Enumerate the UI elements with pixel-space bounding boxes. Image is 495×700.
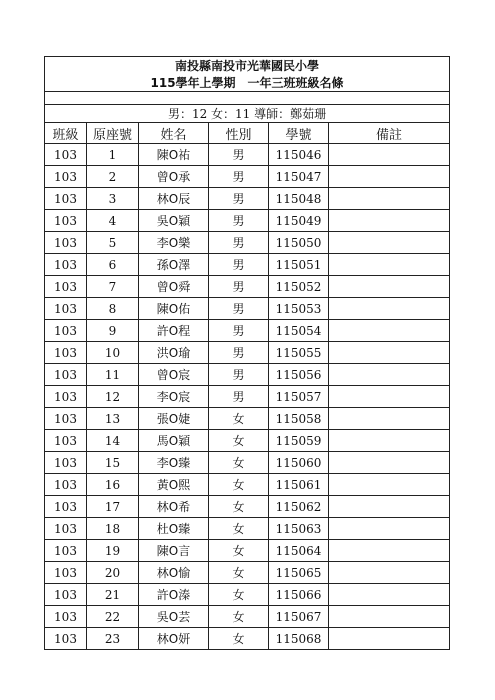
cell-name: 陳O佑 <box>139 298 209 320</box>
cell-gender: 女 <box>209 540 269 562</box>
cell-gender: 女 <box>209 562 269 584</box>
cell-student-id: 115066 <box>269 584 329 606</box>
cell-gender: 男 <box>209 320 269 342</box>
title-row-1 <box>45 57 450 75</box>
cell-student-id: 115047 <box>269 166 329 188</box>
cell-student-id: 115055 <box>269 342 329 364</box>
cell-gender: 女 <box>209 474 269 496</box>
cell-note <box>329 232 450 254</box>
cell-student-id: 115058 <box>269 408 329 430</box>
cell-name: 陳O言 <box>139 540 209 562</box>
cell-name: 吳O穎 <box>139 210 209 232</box>
cell-gender: 女 <box>209 606 269 628</box>
cell-name: 林O愉 <box>139 562 209 584</box>
cell-gender: 男 <box>209 210 269 232</box>
header-gender: 性別 <box>209 123 269 144</box>
cell-student-id: 115052 <box>269 276 329 298</box>
cell-note <box>329 144 450 166</box>
table-row <box>45 166 450 188</box>
cell-gender: 男 <box>209 144 269 166</box>
table-row <box>45 518 450 540</box>
cell-class: 103 <box>45 342 87 364</box>
header-row <box>45 123 450 144</box>
class-roster-sheet <box>44 56 449 650</box>
table-row <box>45 452 450 474</box>
header-seat: 原座號 <box>87 123 139 144</box>
cell-name: 洪O瑜 <box>139 342 209 364</box>
cell-student-id: 115051 <box>269 254 329 276</box>
cell-name: 李O臻 <box>139 452 209 474</box>
cell-seat: 7 <box>87 276 139 298</box>
cell-seat: 22 <box>87 606 139 628</box>
cell-seat: 21 <box>87 584 139 606</box>
cell-class: 103 <box>45 606 87 628</box>
table-row <box>45 606 450 628</box>
cell-note <box>329 628 450 650</box>
cell-note <box>329 364 450 386</box>
cell-student-id: 115062 <box>269 496 329 518</box>
cell-student-id: 115054 <box>269 320 329 342</box>
cell-class: 103 <box>45 298 87 320</box>
cell-name: 孫O澤 <box>139 254 209 276</box>
cell-gender: 女 <box>209 518 269 540</box>
table-row <box>45 320 450 342</box>
cell-seat: 2 <box>87 166 139 188</box>
cell-class: 103 <box>45 474 87 496</box>
cell-note <box>329 540 450 562</box>
cell-student-id: 115064 <box>269 540 329 562</box>
cell-note <box>329 452 450 474</box>
cell-note <box>329 254 450 276</box>
cell-class: 103 <box>45 562 87 584</box>
title-row-2 <box>45 74 450 92</box>
cell-note <box>329 210 450 232</box>
table-row <box>45 254 450 276</box>
cell-gender: 女 <box>209 496 269 518</box>
cell-note <box>329 562 450 584</box>
cell-note <box>329 276 450 298</box>
cell-name: 許O程 <box>139 320 209 342</box>
cell-class: 103 <box>45 232 87 254</box>
cell-class: 103 <box>45 540 87 562</box>
cell-student-id: 115050 <box>269 232 329 254</box>
cell-note <box>329 342 450 364</box>
cell-name: 吳O芸 <box>139 606 209 628</box>
cell-class: 103 <box>45 166 87 188</box>
cell-note <box>329 430 450 452</box>
cell-seat: 10 <box>87 342 139 364</box>
cell-note <box>329 320 450 342</box>
cell-gender: 男 <box>209 386 269 408</box>
header-name: 姓名 <box>139 123 209 144</box>
header-class: 班級 <box>45 123 87 144</box>
cell-seat: 9 <box>87 320 139 342</box>
cell-note <box>329 386 450 408</box>
cell-seat: 5 <box>87 232 139 254</box>
cell-student-id: 115048 <box>269 188 329 210</box>
cell-seat: 17 <box>87 496 139 518</box>
table-row <box>45 298 450 320</box>
cell-note <box>329 298 450 320</box>
blank-cell <box>45 92 450 105</box>
cell-gender: 女 <box>209 628 269 650</box>
table-row <box>45 364 450 386</box>
cell-note <box>329 166 450 188</box>
cell-name: 林O希 <box>139 496 209 518</box>
table-row <box>45 628 450 650</box>
cell-student-id: 115067 <box>269 606 329 628</box>
header-note: 備註 <box>329 123 450 144</box>
cell-class: 103 <box>45 386 87 408</box>
cell-note <box>329 188 450 210</box>
table-row <box>45 540 450 562</box>
cell-class: 103 <box>45 320 87 342</box>
cell-name: 張O婕 <box>139 408 209 430</box>
cell-student-id: 115056 <box>269 364 329 386</box>
cell-seat: 1 <box>87 144 139 166</box>
cell-note <box>329 496 450 518</box>
cell-seat: 19 <box>87 540 139 562</box>
table-row <box>45 144 450 166</box>
cell-note <box>329 584 450 606</box>
cell-student-id: 115065 <box>269 562 329 584</box>
cell-note <box>329 606 450 628</box>
cell-note <box>329 474 450 496</box>
cell-seat: 12 <box>87 386 139 408</box>
cell-name: 馬O穎 <box>139 430 209 452</box>
cell-gender: 男 <box>209 342 269 364</box>
cell-class: 103 <box>45 364 87 386</box>
cell-gender: 女 <box>209 408 269 430</box>
table-row <box>45 474 450 496</box>
table-row <box>45 342 450 364</box>
cell-name: 林O辰 <box>139 188 209 210</box>
cell-class: 103 <box>45 584 87 606</box>
school-title: 南投縣南投市光華國民小學 <box>45 57 450 75</box>
table-row <box>45 430 450 452</box>
cell-class: 103 <box>45 452 87 474</box>
cell-class: 103 <box>45 254 87 276</box>
cell-seat: 18 <box>87 518 139 540</box>
cell-note <box>329 518 450 540</box>
cell-seat: 3 <box>87 188 139 210</box>
cell-seat: 15 <box>87 452 139 474</box>
cell-name: 李O宸 <box>139 386 209 408</box>
cell-note <box>329 408 450 430</box>
cell-seat: 4 <box>87 210 139 232</box>
cell-name: 曾O舜 <box>139 276 209 298</box>
cell-seat: 16 <box>87 474 139 496</box>
cell-student-id: 115060 <box>269 452 329 474</box>
cell-gender: 女 <box>209 584 269 606</box>
table-row <box>45 386 450 408</box>
cell-seat: 20 <box>87 562 139 584</box>
cell-gender: 男 <box>209 298 269 320</box>
table-row <box>45 584 450 606</box>
cell-gender: 男 <box>209 364 269 386</box>
cell-gender: 男 <box>209 232 269 254</box>
cell-name: 許O溱 <box>139 584 209 606</box>
cell-student-id: 115057 <box>269 386 329 408</box>
cell-student-id: 115061 <box>269 474 329 496</box>
summary-text: 男：12 女：11 導師：鄭茹珊 <box>45 105 450 123</box>
cell-class: 103 <box>45 518 87 540</box>
roster-title: 115學年上學期 一年三班班級名條 <box>45 74 450 92</box>
cell-student-id: 115049 <box>269 210 329 232</box>
cell-seat: 8 <box>87 298 139 320</box>
table-row <box>45 232 450 254</box>
cell-name: 林O妍 <box>139 628 209 650</box>
cell-student-id: 115053 <box>269 298 329 320</box>
cell-seat: 6 <box>87 254 139 276</box>
cell-gender: 男 <box>209 254 269 276</box>
cell-class: 103 <box>45 144 87 166</box>
cell-seat: 23 <box>87 628 139 650</box>
cell-seat: 11 <box>87 364 139 386</box>
cell-class: 103 <box>45 210 87 232</box>
cell-name: 李O樂 <box>139 232 209 254</box>
cell-name: 陳O祐 <box>139 144 209 166</box>
table-row <box>45 276 450 298</box>
table-row <box>45 408 450 430</box>
cell-name: 曾O宸 <box>139 364 209 386</box>
cell-seat: 14 <box>87 430 139 452</box>
table-row <box>45 188 450 210</box>
cell-gender: 男 <box>209 188 269 210</box>
cell-gender: 男 <box>209 276 269 298</box>
table-row <box>45 496 450 518</box>
cell-student-id: 115046 <box>269 144 329 166</box>
cell-student-id: 115068 <box>269 628 329 650</box>
cell-class: 103 <box>45 408 87 430</box>
cell-class: 103 <box>45 188 87 210</box>
cell-class: 103 <box>45 496 87 518</box>
cell-name: 曾O承 <box>139 166 209 188</box>
cell-name: 黃O熙 <box>139 474 209 496</box>
header-student-id: 學號 <box>269 123 329 144</box>
cell-gender: 女 <box>209 452 269 474</box>
cell-student-id: 115063 <box>269 518 329 540</box>
cell-class: 103 <box>45 430 87 452</box>
cell-name: 杜O臻 <box>139 518 209 540</box>
table-row <box>45 562 450 584</box>
cell-seat: 13 <box>87 408 139 430</box>
roster-table <box>44 56 450 650</box>
cell-class: 103 <box>45 276 87 298</box>
cell-student-id: 115059 <box>269 430 329 452</box>
cell-gender: 女 <box>209 430 269 452</box>
table-row <box>45 210 450 232</box>
cell-gender: 男 <box>209 166 269 188</box>
blank-row <box>45 92 450 105</box>
cell-class: 103 <box>45 628 87 650</box>
summary-row <box>45 105 450 123</box>
